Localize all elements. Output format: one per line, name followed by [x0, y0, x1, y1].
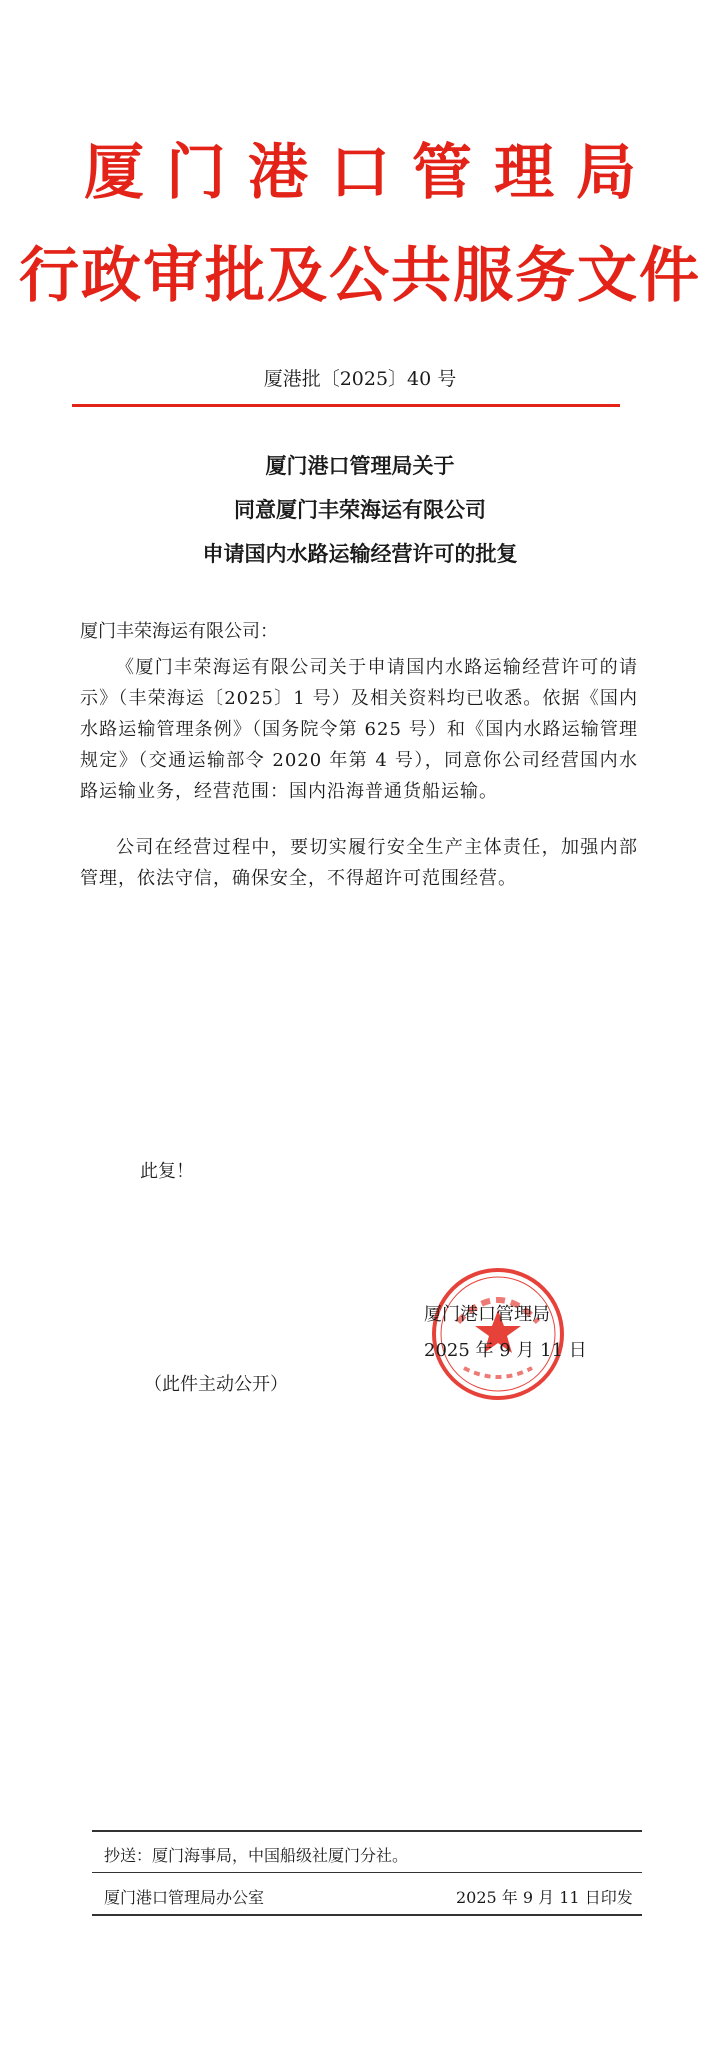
signature-date: 2025 年 9 月 11 日 — [424, 1340, 587, 1361]
body-paragraph-2: 公司在经营过程中，要切实履行安全生产主体责任，加强内部管理，依法守信，确保安全，不得超许可范围经营。 — [80, 837, 638, 889]
recipient: 厦门丰荣海运有限公司： — [80, 621, 278, 642]
signature-org: 厦门港口管理局 — [424, 1304, 550, 1325]
footer-top-rule — [92, 1830, 642, 1832]
document-header-type: 行政审批及公共服务文件 — [19, 241, 701, 311]
print-date: 2025 年 9 月 11 日印发 — [456, 1888, 633, 1907]
official-seal-icon — [428, 1264, 568, 1404]
body-paragraph-1: 《厦门丰荣海运有限公司关于申请国内水路运输经营许可的请示》（丰荣海运〔2025〕1 号）及相关资料均已收悉。依据《国内水路运输管理条例》（国务院令第 625 号）和《国内水路运输管理规定》（交通运输部令 2020 年第 4 号），同意你公司经营国内水路运输业务，经营范围：国内沿海普通货船运输。 — [80, 657, 638, 802]
document-title-line3: 申请国内水路运输经营许可的批复 — [202, 541, 518, 566]
document-title-line2: 同意厦门丰荣海运有限公司 — [234, 497, 486, 522]
document-number: 厦港批〔2025〕40 号 — [263, 368, 457, 390]
document-header-org: 厦门港口管理局 — [84, 138, 658, 208]
closing-remark: 此复！ — [140, 1161, 194, 1182]
document-title-line1: 厦门港口管理局关于 — [265, 453, 455, 478]
disclosure-note: （此件主动公开） — [144, 1374, 288, 1395]
footer-bottom-rule — [92, 1914, 642, 1916]
red-divider — [72, 404, 620, 407]
issuing-office: 厦门港口管理局办公室 — [104, 1888, 265, 1907]
cc-recipients: 抄送：厦门海事局，中国船级社厦门分社。 — [104, 1846, 409, 1865]
footer-middle-rule — [92, 1872, 642, 1873]
